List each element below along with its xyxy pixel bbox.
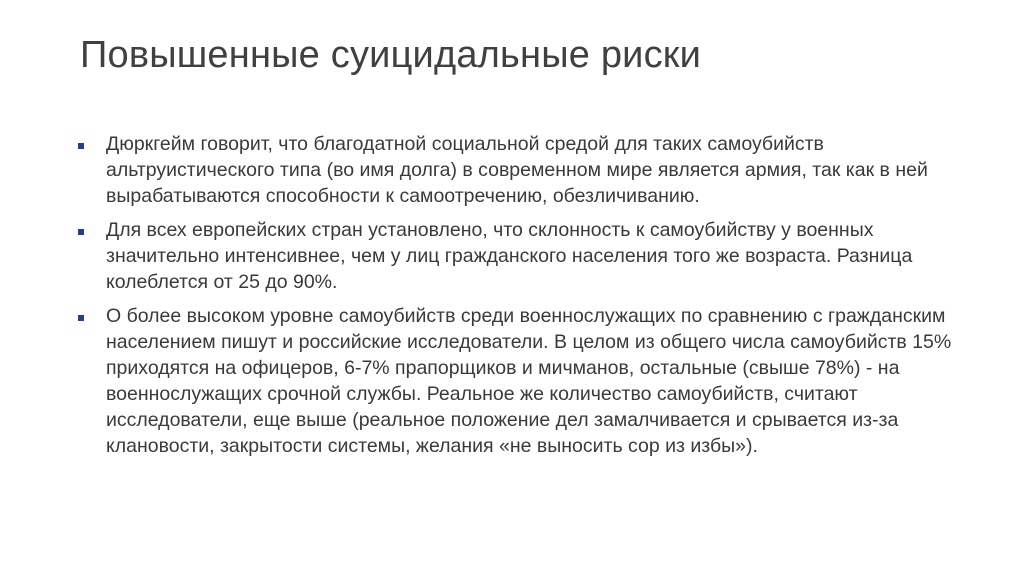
square-bullet-icon	[78, 315, 84, 321]
bullet-text: О более высоком уровне самоубийств среди военнослужащих по сравнению с гражданским населением пишут и российские исследователи. В целом из общего числа самоубийств 15% приходятся на офицеров, 6-7% прапорщиков и мичманов, остальные (свыше 78%) - на военнослужащих срочной службы. Реальное же количество самоубийств, считают исследователи, еще выше (реальное положение дел замалчивается и срывается из-за клановости, закрытости системы, желания «не выносить сор из избы»).	[106, 305, 952, 457]
bullet-item	[78, 131, 958, 209]
bullet-list	[78, 131, 958, 467]
bullet-text: Для всех европейских стран установлено, что склонность к самоубийству у военных значительно интенсивнее, чем у лиц гражданского населения того же возраста. Разница колеблется от 25 до 90%.	[106, 219, 913, 293]
square-bullet-icon	[78, 143, 84, 149]
bullet-item	[78, 303, 958, 459]
square-bullet-icon	[78, 229, 84, 235]
bullet-text: Дюркгейм говорит, что благодатной социальной средой для таких самоубийств альтруистического типа (во имя долга) в современном мире является армия, так как в ней вырабатываются способности к самоотречению, обезличиванию.	[106, 133, 928, 207]
slide-title: Повышенные суицидальные риски	[80, 34, 702, 76]
bullet-item	[78, 217, 958, 295]
